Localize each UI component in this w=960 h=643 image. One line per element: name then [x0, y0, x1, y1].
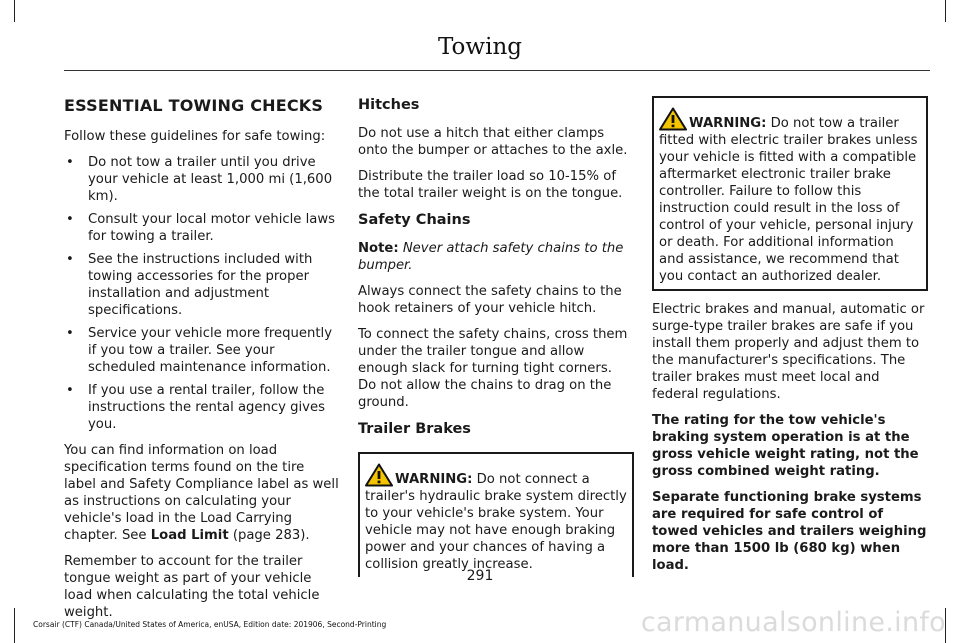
edition-footer: Corsair (CTF) Canada/United States of America, enUSA, Edition date: 201906, Second-Printing: [33, 620, 387, 629]
hitches-heading: Hitches: [358, 97, 420, 113]
page-header-title: Towing: [438, 34, 522, 60]
chains-paragraph-1: Always connect the safety chains to the hook retainers of your vehicle hitch.: [358, 284, 622, 316]
note-text: Never attach safety chains to the bumper.: [358, 241, 624, 273]
list-item-text: Service your vehicle more frequently if you tow a trailer. See your scheduled maintenance information.: [88, 326, 333, 375]
column-left: [64, 96, 340, 630]
guidelines-list: [64, 154, 340, 433]
list-item: [64, 211, 340, 245]
list-item: [64, 154, 340, 205]
warning-triangle-icon: [365, 463, 393, 487]
intro-text: Follow these guidelines for safe towing:: [64, 129, 326, 144]
list-item: [64, 325, 340, 376]
page-reference: (page 283).: [228, 528, 310, 543]
chains-note: [358, 240, 634, 274]
load-info-text: You can find information on load specification terms found on the tire label and Safety Compliance label as well as instructions on calculating your vehicle's load in the Load Carrying chapter. See: [64, 443, 339, 543]
load-info-paragraph: [64, 442, 340, 544]
warning-box: [358, 452, 634, 577]
warning-text: Do not tow a trailer fitted with electric trailer brakes unless your vehicle is fitted with a compatible aftermarket electronic trailer brake controller. Failure to follow this instruction could result in the loss of control of your vehicle, personal injury or death. For additional information and assistance, we recommend that you contact an authorized dealer.: [659, 116, 918, 284]
warning-text: Do not connect a trailer's hydraulic brake system directly to your vehicle's brake system. Your vehicle may not have enough braking power and your chances of having a collision greatly increase.: [365, 472, 627, 572]
bullet-marker: •: [66, 252, 74, 267]
crop-mark-top-right: [945, 0, 946, 22]
column-middle: [358, 96, 634, 587]
warning-label: WARNING:: [689, 116, 767, 131]
list-item: [64, 251, 340, 319]
list-item-text: Consult your local motor vehicle laws for towing a trailer.: [88, 212, 335, 244]
list-item-text: See the instructions included with towing accessories for the proper installation and adjustment specifications.: [88, 252, 313, 318]
note-label: Note:: [358, 241, 399, 256]
tongue-weight-paragraph: Remember to account for the trailer tongue weight as part of your vehicle load when calculating the total vehicle weight.: [64, 554, 320, 620]
warning-label: WARNING:: [395, 472, 473, 487]
hitches-paragraph-2: Distribute the trailer load so 10-15% of the total trailer weight is on the tongue.: [358, 169, 623, 201]
warning-triangle-icon: [659, 107, 687, 131]
bullet-marker: •: [66, 155, 74, 170]
header-divider: [64, 70, 930, 71]
chains-paragraph-2: To connect the safety chains, cross them under the trailer tongue and allow enough slack for turning tight corners. Do not allow the chains to drag on the ground.: [358, 327, 628, 410]
load-limit-link[interactable]: Load Limit: [150, 528, 229, 543]
list-item-text: Do not tow a trailer until you drive your vehicle at least 1,000 mi (1,600 km).: [88, 155, 333, 204]
crop-mark-top-left: [14, 0, 15, 22]
list-item-text: If you use a rental trailer, follow the instructions the rental agency gives you.: [88, 383, 325, 432]
warning-box: [652, 96, 928, 291]
bullet-marker: •: [66, 212, 74, 227]
bullet-marker: •: [66, 383, 74, 398]
rating-paragraph: The rating for the tow vehicle's braking system operation is at the gross vehicle weight rating, not the gross combined weight rating.: [652, 413, 919, 479]
watermark: carmanualsonline.info: [640, 607, 946, 638]
crop-mark-bottom-left: [14, 608, 15, 643]
separate-brakes-paragraph: Separate functioning brake systems are required for safe control of towed vehicles and trailers weighing more than 1500 lb (680 kg) when load.: [652, 490, 927, 573]
page-number: 291: [466, 568, 494, 584]
section-heading: ESSENTIAL TOWING CHECKS: [64, 96, 324, 115]
column-right: [652, 96, 928, 583]
brakes-paragraph: Electric brakes and manual, automatic or surge-type trailer brakes are safe if you install them properly and adjust them to the manufacturer's specifications. The trailer brakes must meet local and federal regulations.: [652, 302, 925, 402]
trailer-brakes-heading: Trailer Brakes: [358, 421, 471, 437]
safety-chains-heading: Safety Chains: [358, 212, 471, 228]
bullet-marker: •: [66, 326, 74, 341]
hitches-paragraph-1: Do not use a hitch that either clamps onto the bumper or attaches to the axle.: [358, 126, 628, 158]
list-item: [64, 382, 340, 433]
